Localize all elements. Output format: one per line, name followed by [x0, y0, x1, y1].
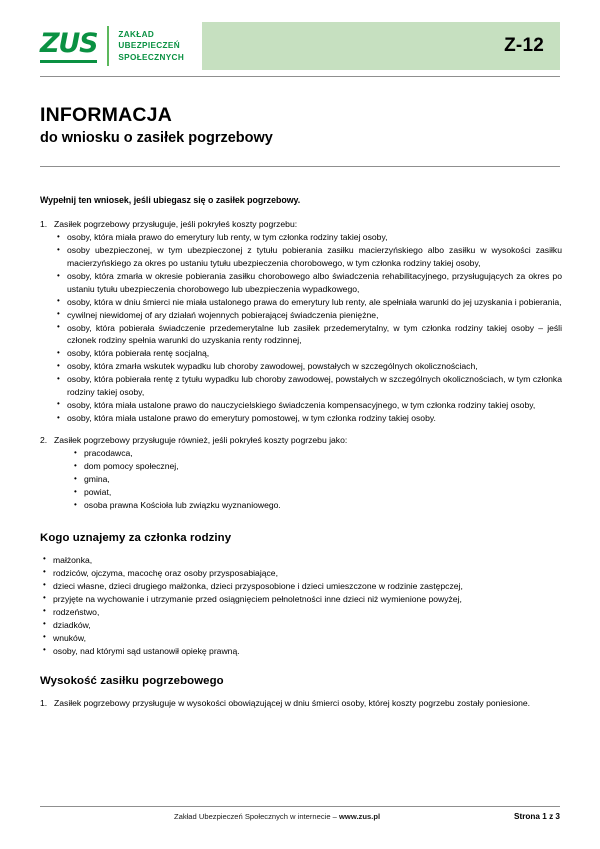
zus-wordmark-icon: ZUS	[40, 30, 97, 63]
list-item: • osoby, która zmarła wskutek wypadku lub choroby zawodowej, powstałych w szczególnych okolicznościach,	[54, 360, 562, 373]
section-heading-family: Kogo uznajemy za członka rodziny	[40, 531, 232, 544]
list-item: • osoby, która w dniu śmierci nie miała ustalonego prawa do emerytury lub renty, ale spełniała warunki do jej uzyskania i pobierania,	[54, 296, 562, 309]
eligibility-list	[40, 218, 562, 425]
eligibility-bullets	[54, 231, 562, 424]
list-item: • wnuków,	[40, 632, 562, 645]
list-item: • gmina,	[71, 473, 562, 486]
list-item: • przyjęte na wychowanie i utrzymanie przed osiągnięciem pełnoletności inne dzieci niż wymienione powyżej,	[40, 593, 562, 606]
list-number: 1.	[40, 218, 48, 229]
zus-name-line-1: ZAKŁAD	[118, 29, 155, 39]
form-code-band	[202, 22, 560, 70]
list-item: • cywilnej niewidomej of ary działań wojennych pobierającej świadczenia pieniężne,	[54, 309, 562, 322]
list-item: • osoby, nad którymi sąd ustanowił opiekę prawną.	[40, 645, 562, 658]
list-number: 1.	[40, 697, 48, 708]
lead-paragraph: Wypełnij ten wniosek, jeśli ubiegasz się o zasiłek pogrzebowy.	[40, 195, 301, 205]
list-item: • rodziców, ojczyma, macochę oraz osoby przysposabiające,	[40, 567, 562, 580]
list-item: • pracodawca,	[71, 447, 562, 460]
zus-full-name	[118, 29, 184, 64]
title-area	[40, 104, 560, 147]
list-item: • dzieci własne, dzieci drugiego małżonka, dzieci przysposobione i dzieci umieszczone w rodzinie zastępczej,	[40, 580, 562, 593]
footer-divider	[40, 806, 560, 807]
zus-name-line-2: UBEZPIECZEŃ	[118, 41, 180, 51]
form-code: Z-12	[504, 35, 544, 56]
amount-list	[40, 697, 562, 710]
title-divider	[40, 166, 560, 167]
list-item: • dom pomocy społecznej,	[71, 460, 562, 473]
list-item	[40, 218, 562, 425]
page-footer	[40, 812, 560, 821]
list-item: • osoby, która pobierała rentę z tytułu wypadku lub choroby zawodowej, powstałych w szczególnych okolicznościach, w tym członka rodziny takiej osoby,	[54, 373, 562, 398]
list-item: • osoby, która pobierała rentę socjalną,	[54, 347, 562, 360]
payer-list	[40, 434, 562, 512]
page-number: Strona 1 z 3	[514, 812, 560, 821]
list-item-text: Zasiłek pogrzebowy przysługuje również, jeśli pokryłeś koszty pogrzebu jako:	[54, 434, 348, 445]
page-header	[40, 22, 560, 70]
spacer	[40, 514, 562, 532]
spacer	[40, 427, 562, 434]
list-item: • osoby, która miała ustalone prawo do emerytury pomostowej, w tym członka rodziny takiej osoby.	[54, 412, 562, 425]
page-subtitle: do wniosku o zasiłek pogrzebowy	[40, 129, 273, 146]
list-item: • osoby ubezpieczonej, w tym ubezpieczonej z tytułu pobierania zasiłku macierzyńskiego albo zasiłku w wysokości zasiłku macierzyńskiego za okres po ustaniu tytułu ubezpieczenia chorobowego, w tym członka rodziny takiej osoby,	[54, 244, 562, 269]
list-item: • osoby, która miała ustalone prawo do nauczycielskiego świadczenia kompensacyjnego, w tym członka rodziny takiej osoby,	[54, 399, 562, 412]
list-item-text: Zasiłek pogrzebowy przysługuje w wysokości obowiązującej w dniu śmierci osoby, której koszty pogrzebu zostały poniesione.	[54, 697, 531, 708]
list-item-text: Zasiłek pogrzebowy przysługuje, jeśli pokryłeś koszty pogrzebu:	[54, 218, 298, 229]
family-member-bullets	[40, 554, 562, 658]
payer-bullets	[71, 447, 562, 512]
list-item: • małżonka,	[40, 554, 562, 567]
footer-website-note	[40, 812, 514, 821]
list-item: • osoba prawna Kościoła lub związku wyznaniowego.	[71, 499, 562, 512]
list-number: 2.	[40, 434, 48, 445]
zus-logo	[40, 22, 194, 70]
list-item	[40, 697, 562, 710]
list-item: • rodzeństwo,	[40, 606, 562, 619]
list-item	[40, 434, 562, 512]
header-divider	[40, 76, 560, 77]
list-item: • dziadków,	[40, 619, 562, 632]
spacer	[40, 658, 562, 675]
footer-url: www.zus.pl	[339, 812, 381, 821]
logo-divider	[107, 26, 109, 66]
list-item: • osoby, która pobierała świadczenie przedemerytalne lub zasiłek przedemerytalny, w tym członka rodziny takiej osoby – jeśli członek rodziny spełnia warunki do uzyskania renty rodzinnej,	[54, 322, 562, 347]
list-item: • powiat,	[71, 486, 562, 499]
zus-name-line-3: SPOŁECZNYCH	[118, 52, 185, 62]
list-item: • osoby, która zmarła w okresie pobierania zasiłku chorobowego albo świadczenia rehabilitacyjnego, przysługujących za okres po ustaniu tytułu ubezpieczenia chorobowego lub ubezpieczenia wypadkowego,	[54, 270, 562, 295]
page-title: INFORMACJA	[40, 104, 172, 126]
document-body	[40, 194, 562, 711]
footer-text: Zakład Ubezpieczeń Społecznych w internecie –	[173, 812, 339, 821]
list-item: • osoby, która miała prawo do emerytury lub renty, w tym członka rodziny takiej osoby,	[54, 231, 562, 244]
section-heading-amount: Wysokość zasiłku pogrzebowego	[40, 674, 224, 687]
